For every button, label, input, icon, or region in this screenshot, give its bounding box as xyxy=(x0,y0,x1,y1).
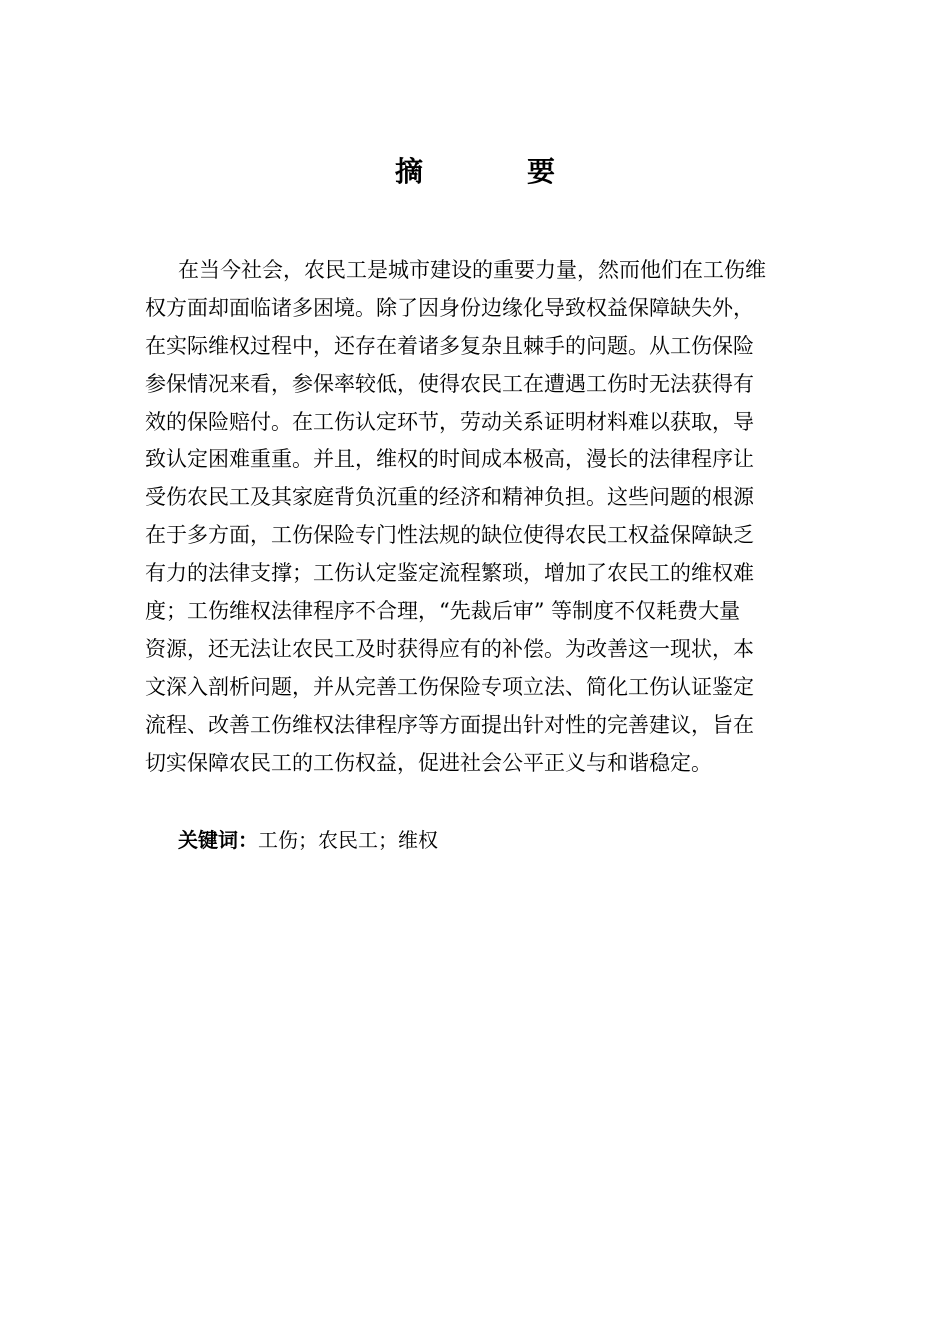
abstract-line: 切实保障农民工的工伤权益，促进社会公平正义与和谐稳定。 xyxy=(145,750,712,775)
abstract-line: 致认定困难重重。并且，维权的时间成本极高，漫长的法律程序让 xyxy=(145,447,754,472)
keywords-row xyxy=(178,822,438,858)
abstract-line: 效的保险赔付。在工伤认定环节，劳动关系证明材料难以获取，导 xyxy=(145,409,754,434)
abstract-body xyxy=(145,252,805,782)
abstract-line: 在当今社会，农民工是城市建设的重要力量，然而他们在工伤维 xyxy=(178,258,766,282)
abstract-line: 权方面却面临诸多困境。除了因身份边缘化导致权益保障缺失外， xyxy=(145,295,754,320)
abstract-line: 在实际维权过程中，还存在着诸多复杂且棘手的问题。从工伤保险 xyxy=(145,333,754,358)
abstract-title: 摘 要 xyxy=(394,155,593,188)
abstract-line: 流程、改善工伤维权法律程序等方面提出针对性的完善建议，旨在 xyxy=(145,712,754,737)
abstract-line: 在于多方面，工伤保险专门性法规的缺位使得农民工权益保障缺乏 xyxy=(145,523,754,548)
abstract-line: 文深入剖析问题，并从完善工伤保险专项立法、简化工伤认证鉴定 xyxy=(145,674,754,699)
abstract-line: 受伤农民工及其家庭背负沉重的经济和精神负担。这些问题的根源 xyxy=(145,485,754,510)
abstract-line: 度；工伤维权法律程序不合理，“先裁后审” 等制度不仅耗费大量 xyxy=(145,599,741,624)
abstract-line: 有力的法律支撑；工伤认定鉴定流程繁琐，增加了农民工的维权难 xyxy=(145,561,754,586)
keywords-value: 工伤；农民工；维权 xyxy=(258,828,438,852)
keywords-label: 关键词： xyxy=(178,828,258,852)
abstract-line: 参保情况来看，参保率较低，使得农民工在遭遇工伤时无法获得有 xyxy=(145,371,754,396)
abstract-line: 资源，还无法让农民工及时获得应有的补偿。为改善这一现状，本 xyxy=(145,636,754,661)
